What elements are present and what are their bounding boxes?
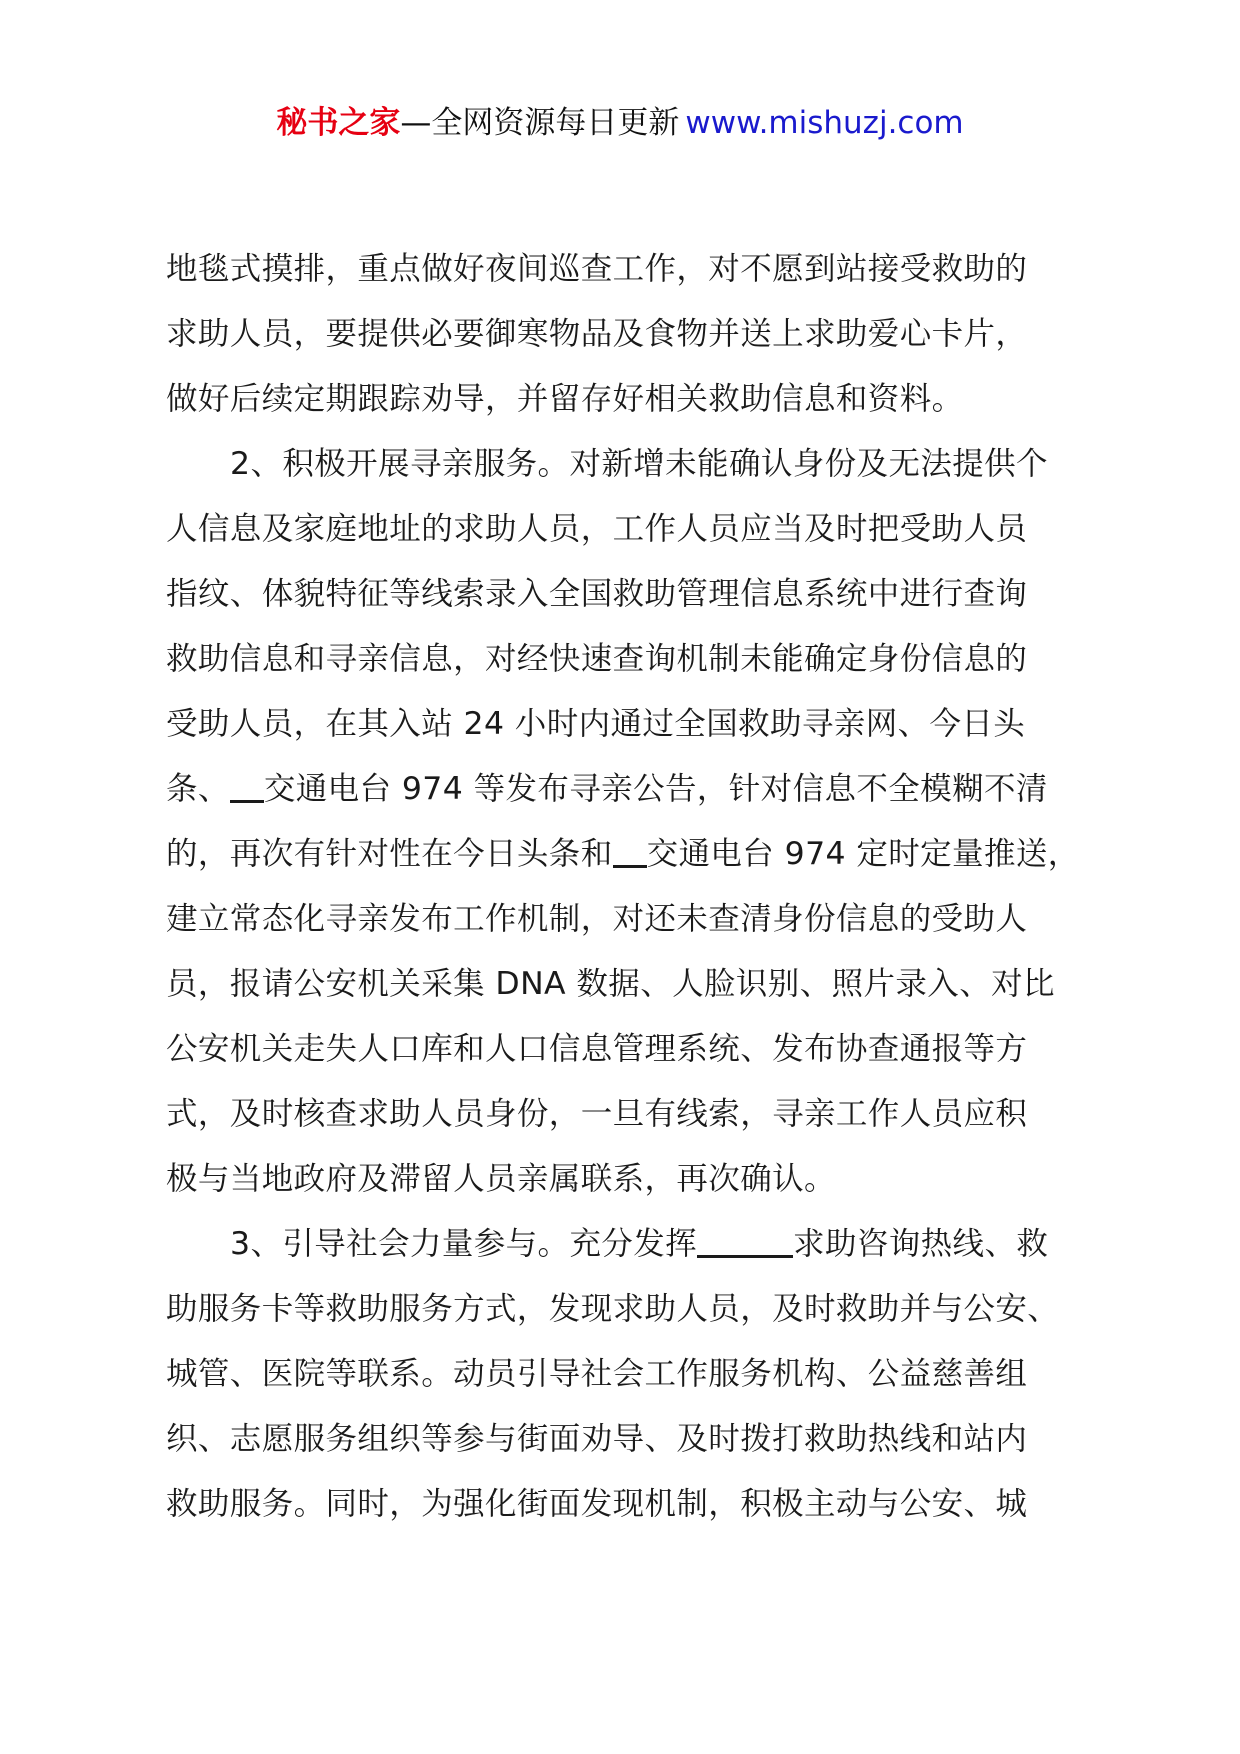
brand-name: 秘书之家 [276,105,401,141]
text-segment: 交通电台 974 等发布寻亲公告，针对信息不全模糊不清 [263,771,1048,807]
text-line [166,822,1122,887]
text-line: 助服务卡等救助服务方式，发现求助人员，及时救助并与公安、 [166,1291,1060,1327]
paragraph-2-start: 2、积极开展寻亲服务。对新增未能确认身份及无法提供个 [230,446,1048,482]
redacted-blank [697,1219,793,1258]
text-line: 城管、医院等联系。动员引导社会工作服务机构、公益慈善组 [166,1356,1028,1392]
text-segment: 3、引导社会力量参与。充分发挥 [230,1226,698,1262]
text-line: 地毯式摸排，重点做好夜间巡查工作，对不愿到站接受救助的 [166,251,1028,287]
text-line: 指纹、体貌特征等线索录入全国救助管理信息系统中进行查询 [166,576,1028,612]
text-segment: 的，再次有针对性在今日头条和 [166,836,613,872]
text-line: 极与当地政府及滞留人员亲属联系，再次确认。 [166,1161,836,1197]
header-tagline: —全网资源每日更新 [400,105,680,141]
site-url-link[interactable]: www.mishuzj.com [685,105,964,141]
document-body [166,237,1122,1537]
text-line: 人信息及家庭地址的求助人员，工作人员应当及时把受助人员 [166,511,1028,547]
text-line: 受助人员，在其入站 24 小时内通过全国救助寻亲网、今日头 [166,706,1026,742]
text-line: 求助人员，要提供必要御寒物品及食物并送上求助爱心卡片， [166,316,1028,352]
text-segment: 交通电台 974 定时定量推送， [646,836,1080,872]
text-line: 式，及时核查求助人员身份，一旦有线索，寻亲工作人员应积 [166,1096,1028,1132]
paragraph-3-start [166,1212,1122,1277]
text-segment: 条、 [166,771,230,807]
text-line: 建立常态化寻亲发布工作机制，对还未查清身份信息的受助人 [166,901,1028,937]
page-header [0,100,1240,146]
text-segment: 求助咨询热线、救 [793,1226,1049,1262]
text-line: 员，报请公安机关采集 DNA 数据、人脸识别、照片录入、对比 [166,966,1055,1002]
text-line: 公安机关走失人口库和人口信息管理系统、发布协查通报等方 [166,1031,1028,1067]
text-line: 做好后续定期跟踪劝导，并留存好相关救助信息和资料。 [166,381,964,417]
redacted-blank [230,764,264,803]
text-line [166,757,1122,822]
redacted-blank [613,829,647,868]
text-line: 救助信息和寻亲信息，对经快速查询机制未能确定身份信息的 [166,641,1028,677]
text-line: 救助服务。同时，为强化街面发现机制，积极主动与公安、城 [166,1486,1028,1522]
text-line: 织、志愿服务组织等参与街面劝导、及时拨打救助热线和站内 [166,1421,1028,1457]
